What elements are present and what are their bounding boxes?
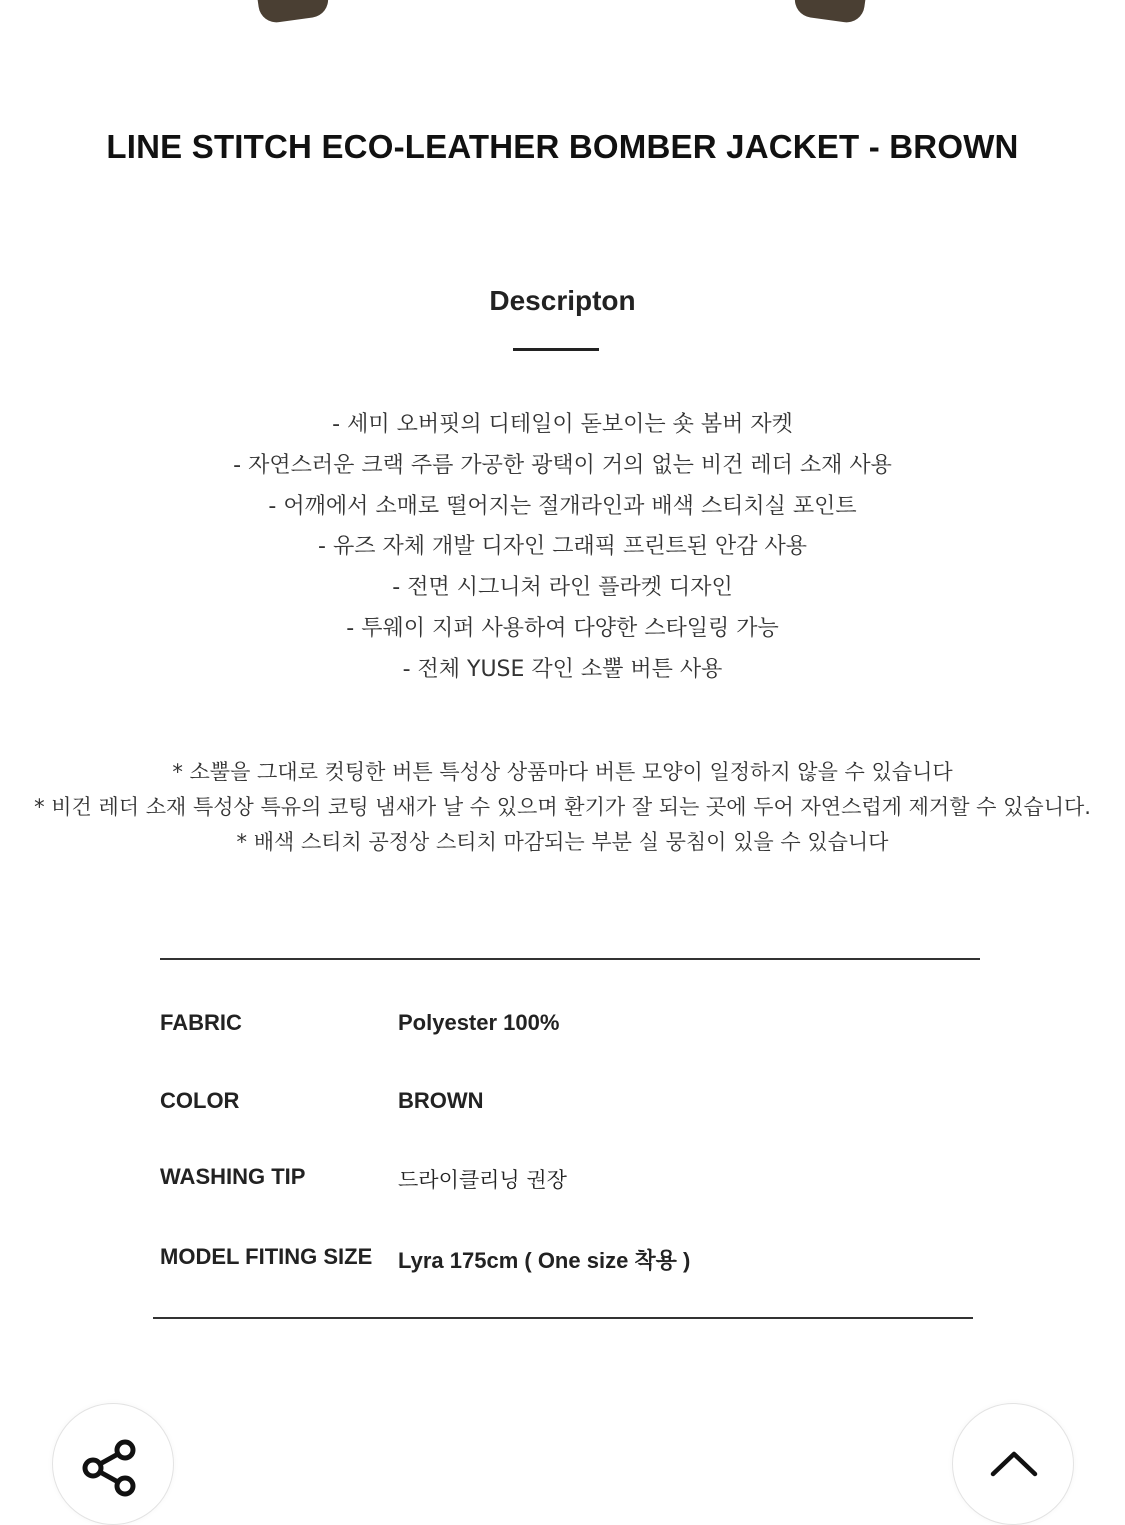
description-item: - 전면 시그니처 라인 플라켓 디자인 bbox=[392, 575, 733, 601]
description-item: - 유즈 자체 개발 디자인 그래픽 프린트된 안감 사용 bbox=[318, 534, 807, 560]
spec-label: FABRIC bbox=[160, 1010, 242, 1035]
spec-divider-bottom bbox=[153, 1317, 973, 1319]
heading-underline bbox=[513, 348, 599, 351]
spec-value: 드라이클리닝 권장 bbox=[398, 1168, 567, 1192]
description-item: - 투웨이 지퍼 사용하여 다양한 스타일링 가능 bbox=[346, 615, 779, 641]
description-item: - 세미 오버핏의 디테일이 돋보이는 숏 봄버 자켓 bbox=[332, 412, 793, 437]
product-image-fragment bbox=[256, 0, 331, 25]
spec-value: Lyra 175cm ( One size 착용 ) bbox=[398, 1248, 691, 1273]
description-item: - 자연스러운 크랙 주름 가공한 광택이 거의 없는 비건 레더 소재 사용 bbox=[233, 452, 892, 478]
spec-divider-top bbox=[160, 958, 980, 960]
spec-label: MODEL FITING SIZE bbox=[160, 1244, 373, 1269]
spec-value: Polyester 100% bbox=[398, 1010, 560, 1035]
care-note: * 소뿔을 그대로 컷팅한 버튼 특성상 상품마다 버튼 모양이 일정하지 않을 수 있습니다 bbox=[172, 760, 953, 784]
description-item: - 전체 YUSE 각인 소뿔 버튼 사용 bbox=[402, 656, 723, 682]
spec-label: COLOR bbox=[160, 1088, 240, 1113]
share-icon bbox=[81, 1438, 141, 1498]
spec-row-color bbox=[160, 1088, 980, 1128]
description-list bbox=[0, 405, 1125, 691]
description-heading: Descripton bbox=[489, 285, 636, 316]
care-note: * 배색 스티치 공정상 스티치 마감되는 부분 실 뭉침이 있을 수 있습니다 bbox=[236, 830, 889, 854]
care-note: * 비건 레더 소재 특성상 특유의 코팅 냄새가 날 수 있으며 환기가 잘 되는 곳에 두어 자연스럽게 제거할 수 있습니다. bbox=[34, 795, 1091, 819]
product-image-fragment bbox=[793, 0, 868, 25]
chevron-up-icon bbox=[989, 1448, 1039, 1478]
spec-value: BROWN bbox=[398, 1088, 484, 1113]
spec-row-fabric bbox=[160, 1010, 980, 1050]
spec-label: WASHING TIP bbox=[160, 1164, 306, 1189]
share-button[interactable] bbox=[52, 1403, 174, 1525]
scroll-to-top-button[interactable] bbox=[952, 1403, 1074, 1525]
care-notes bbox=[0, 755, 1125, 860]
product-title: LINE STITCH ECO-LEATHER BOMBER JACKET - BROWN bbox=[106, 128, 1019, 165]
spec-row-washing-tip bbox=[160, 1164, 980, 1204]
description-item: - 어깨에서 소매로 떨어지는 절개라인과 배색 스티치실 포인트 bbox=[268, 493, 857, 519]
spec-row-model-size bbox=[160, 1244, 980, 1284]
